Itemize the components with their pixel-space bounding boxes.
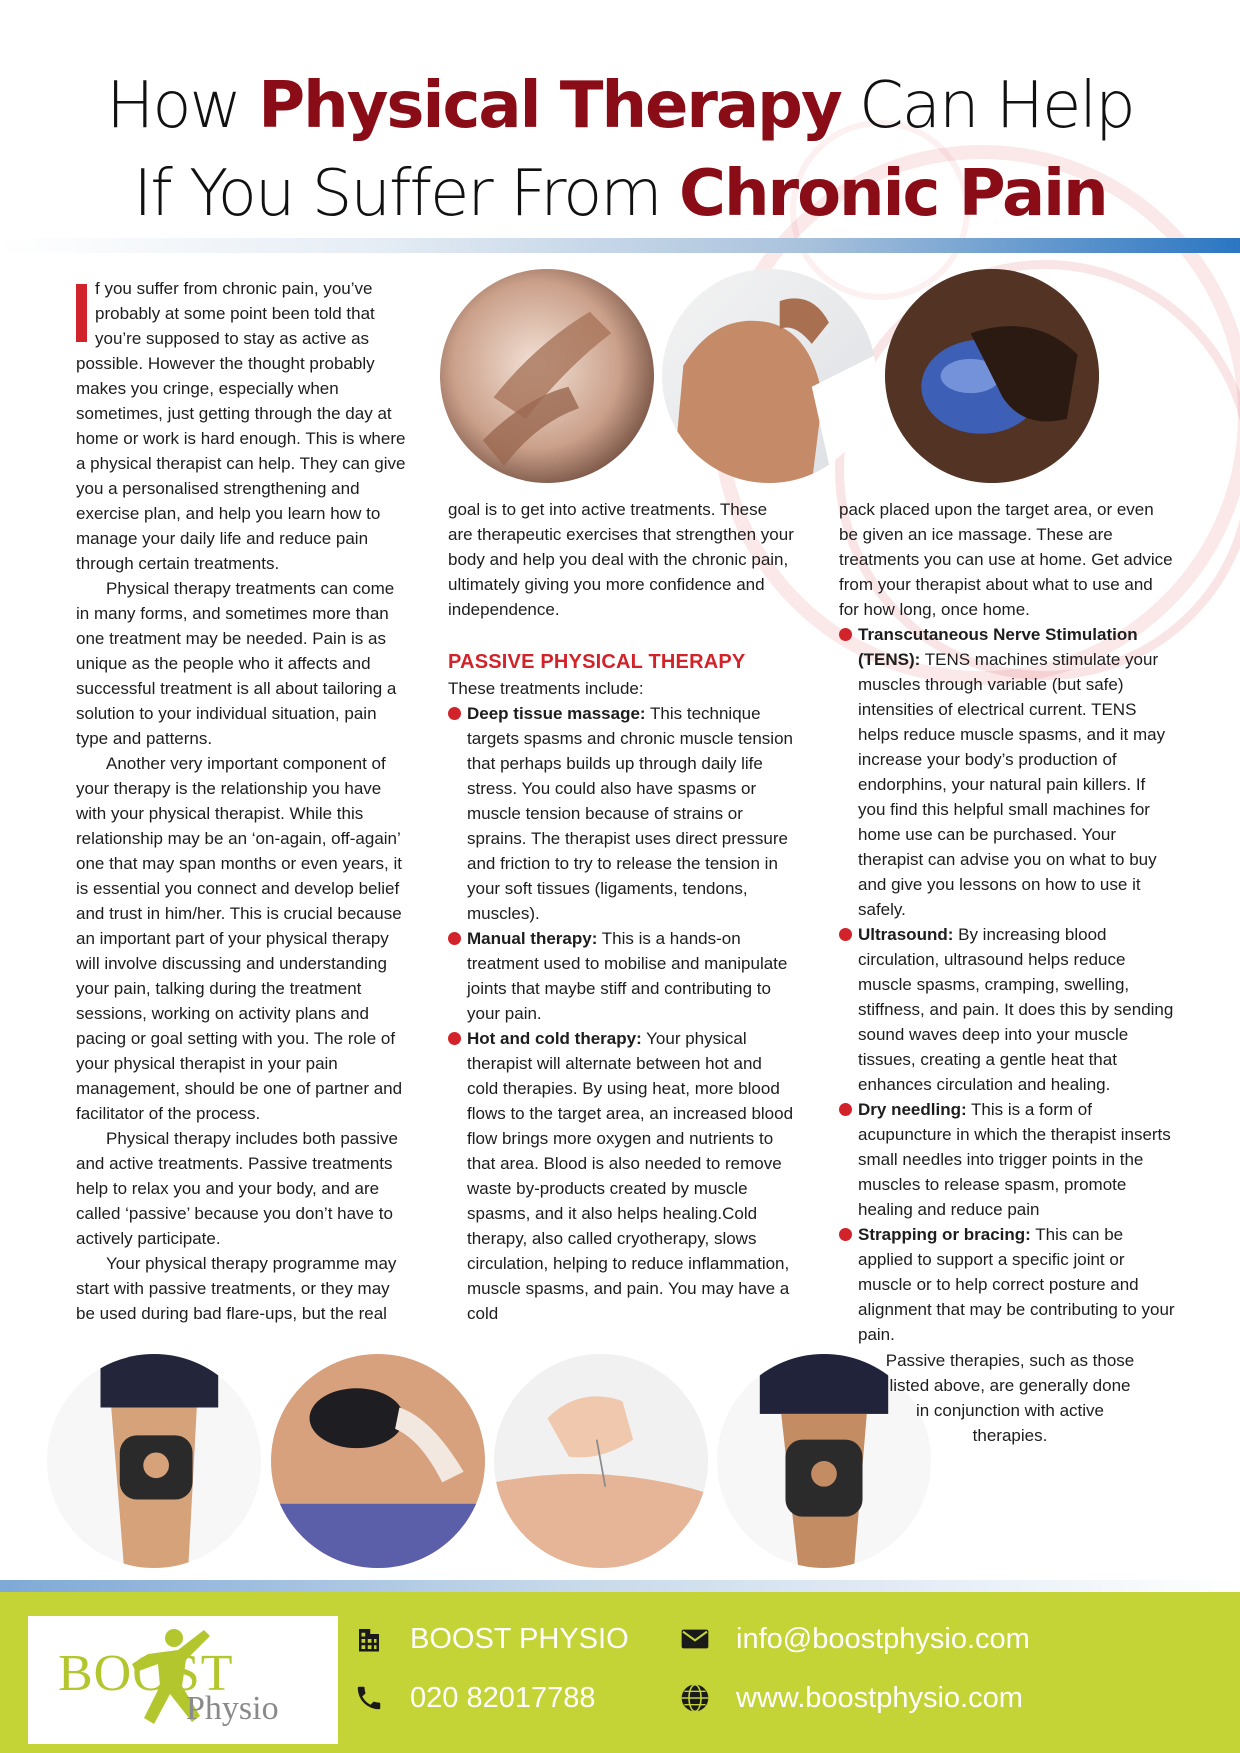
list-item xyxy=(839,1097,1175,1222)
logo-word-physio: Physio xyxy=(186,1690,279,1727)
logo-word-boost: BOOST xyxy=(58,1645,234,1702)
contact-email[interactable] xyxy=(678,1622,1030,1656)
list-item-term: Deep tissue massage: xyxy=(467,704,646,723)
contact-phone[interactable] xyxy=(352,1681,595,1715)
article-column-1 xyxy=(76,276,412,1326)
title-line1-accent: Physical Therapy xyxy=(258,69,841,143)
phone-number[interactable]: 020 82017788 xyxy=(410,1681,596,1714)
list-item-term: Strapping or bracing: xyxy=(858,1225,1031,1244)
passive-therapies-note: Passive therapies, such as those listed above, are generally done in conjunction with active therapies. xyxy=(885,1351,1135,1445)
contact-company xyxy=(352,1622,629,1656)
section-intro: These treatments include: xyxy=(448,679,644,698)
list-item-text: This is a hands-on treatment used to mobilise and manipulate joints that maybe stiff and contributing to your pain. xyxy=(467,929,788,1023)
paragraph-intro-text: f you suffer from chronic pain, you’ve probably at some point been told that you’re supposed to stay as active as possible. However the thought probably makes you cringe, especially when sometimes, just getting through the day at home or work is hard enough. This is where a physical therapist can help. They can give you a personalised strengthening and exercise plan, and help you learn how to manage your daily life and reduce pain through certain treatments. xyxy=(76,279,406,573)
photo-dry-needling xyxy=(494,1354,708,1568)
company-name: BOOST PHYSIO xyxy=(410,1622,629,1655)
photo-ice-pack xyxy=(885,269,1099,483)
list-item-term: Manual therapy: xyxy=(467,929,598,948)
treatment-list-2 xyxy=(839,622,1175,1347)
list-item-text: Your physical therapist will alternate between hot and cold therapies. By using heat, more blood flows to the target area, an increased blood flow brings more oxygen and nutrients to that area. Blood is also needed to remove waste by-products created by muscle spasms, and it also helps healing.Cold therapy, also called cryotherapy, slows circulation, helping to reduce inflammation, muscle spasms, and pain. You may have a cold xyxy=(467,1029,794,1323)
list-item xyxy=(448,1026,796,1326)
photo-shoulder-exam xyxy=(662,269,876,483)
article-column-2 xyxy=(448,497,796,1326)
paragraph-treatments: Physical therapy treatments can come in many forms, and sometimes more than one treatment may be needed. Pain is as unique as the people who it affects and successful treatment is all about tailoring a solution to your individual situation, pain type and patterns. xyxy=(76,579,397,748)
top-gradient-rule xyxy=(0,238,1240,253)
paragraph-passive-active: Physical therapy includes both passive and active treatments. Passive treatments help to relax you and your body, and are called ‘passive’ because you don’t have to actively participate. xyxy=(76,1129,398,1248)
list-item-term: Transcutaneous Nerve Stimulation (TENS): xyxy=(858,625,1138,669)
list-item xyxy=(839,622,1175,922)
paragraph-programme: Your physical therapy programme may start with passive treatments, or they may be used during bad flare-ups, but the real xyxy=(76,1254,397,1323)
paragraph-intro xyxy=(76,276,412,576)
list-item-text: TENS machines stimulate your muscles through variable (but safe) intensities of electrical current. TENS helps reduce muscle spasms, and it may increase your body’s production of endorphins, your natural pain killers. If you find this helpful small machines for home use can be purchased. Your therapist can advise you on what to buy and give you lessons on how to use it safely. xyxy=(858,650,1166,919)
photo-back-massage xyxy=(440,269,654,483)
title-line2-prefix: If You Suffer From xyxy=(133,157,679,231)
bottom-gradient-rule xyxy=(0,1580,1240,1592)
list-item xyxy=(448,701,796,926)
list-item xyxy=(839,922,1175,1097)
list-item xyxy=(839,1222,1175,1347)
drop-cap-bar xyxy=(76,284,87,342)
globe-icon xyxy=(678,1681,712,1715)
title-line1-prefix: How xyxy=(106,69,259,143)
contact-website[interactable] xyxy=(678,1681,1023,1715)
website-link[interactable]: www.boostphysio.com xyxy=(736,1681,1023,1714)
title-line2-accent: Chronic Pain xyxy=(678,157,1107,231)
envelope-icon xyxy=(678,1622,712,1656)
boost-physio-logo xyxy=(28,1616,338,1744)
treatment-list-1 xyxy=(448,701,796,1326)
page-title xyxy=(0,62,1240,238)
list-item-text: This is a form of acupuncture in which the therapist inserts small needles into trigger points in the muscles to release spasm, promote healing and reduce pain xyxy=(858,1100,1171,1219)
phone-icon xyxy=(352,1681,386,1715)
email-link[interactable]: info@boostphysio.com xyxy=(736,1622,1030,1655)
list-item-term: Ultrasound: xyxy=(858,925,954,944)
building-icon xyxy=(352,1622,386,1656)
list-item-term: Dry needling: xyxy=(858,1100,967,1119)
list-item-text: This technique targets spasms and chronic muscle tension that perhaps builds up through daily life stress. You could also have spasms or muscle tension because of strains or sprains. The therapist uses direct pressure and friction to try to release the tension in your soft tissues (ligaments, tendons, muscles). xyxy=(467,704,793,923)
list-item xyxy=(448,926,796,1026)
paragraph-cold-pack: pack placed upon the target area, or even be given an ice massage. These are treatments you can use at home. Get advice from your therapist about what to use and for how long, once home. xyxy=(839,500,1173,619)
list-item-text: This can be applied to support a specific joint or muscle or to help correct posture and alignment that may be contributing to your pain. xyxy=(858,1225,1175,1344)
photo-knee-hold xyxy=(47,1354,261,1568)
list-item-text: By increasing blood circulation, ultrasound helps reduce muscle spasms, cramping, swelling, stiffness, and pain. It does this by sending sound waves deep into your muscle tissues, creating a gentle heat that enhances circulation and healing. xyxy=(858,925,1174,1094)
title-line1-suffix: Can Help xyxy=(840,69,1134,143)
paragraph-relationship: Another very important component of your therapy is the relationship you have with your physical therapist. While this relationship may be an ‘on-again, off-again’ one that may span months or even years, it is essential you connect and develop belief and trust in him/her. This is crucial because an important part of your physical therapy will involve discussing and understanding your pain, talking during the treatment sessions, working on activity plans and pacing or goal setting with you. The role of your physical therapist in your pain management, should be one of partner and facilitator of the process. xyxy=(76,754,403,1123)
article-column-3 xyxy=(839,497,1175,1347)
section-heading-passive: PASSIVE PHYSICAL THERAPY xyxy=(448,651,746,673)
photo-massage-tool xyxy=(271,1354,485,1568)
paragraph-active-goal: goal is to get into active treatments. These are therapeutic exercises that strengthen your body and help you deal with the chronic pain, ultimately giving you more confidence and independence. xyxy=(448,500,794,619)
list-item-term: Hot and cold therapy: xyxy=(467,1029,642,1048)
